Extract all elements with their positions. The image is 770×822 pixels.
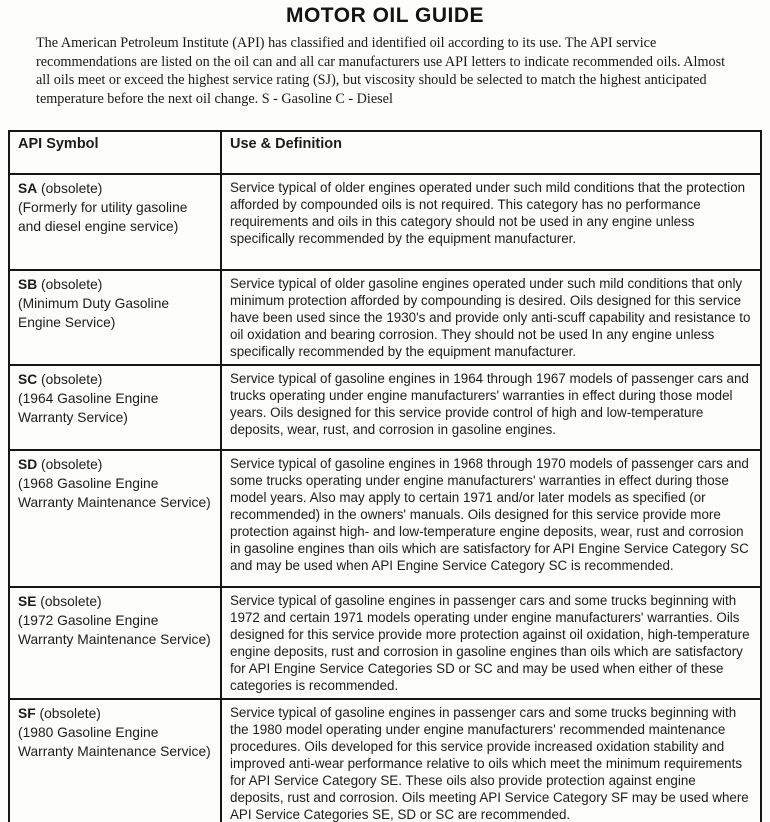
api-symbol-cell — [9, 365, 221, 450]
symbol-line — [18, 179, 213, 198]
symbol-code: SA — [18, 181, 38, 196]
intro-paragraph: The American Petroleum Institute (API) has classified and identified oil according to its use. The API service recommendations are listed on the oil can and all car manufacturers use API letters to indicate recommended oils. Almost all oils meet or exceed the highest service rating (SJ), but viscosity should be selected to match the highest anticipated temperature before the next oil change. S - Gasoline C - Diesel — [36, 35, 726, 107]
column-header-api-symbol: API Symbol — [9, 131, 221, 174]
table-row-sd — [9, 450, 761, 587]
table-row-se — [9, 587, 761, 699]
symbol-status: (obsolete) — [41, 372, 103, 387]
column-header-use-definition: Use & Definition — [221, 131, 761, 174]
api-symbol-cell — [9, 699, 221, 822]
symbol-description: (1964 Gasoline Engine Warranty Service) — [18, 391, 159, 425]
definition-cell: Service typical of gasoline engines in 1964 through 1967 models of passenger cars and trucks operating under engine manufacturers' warranties in effect during those model years. Oils designed for this service provide control of high and low-temperature deposits, wear, rust, and corrosion in gasoline engines. — [221, 365, 761, 450]
symbol-code: SF — [18, 706, 36, 721]
symbol-line — [18, 455, 213, 474]
symbol-description: (1980 Gasoline Engine Warranty Maintenance Service) — [18, 725, 211, 759]
definition-cell: Service typical of older gasoline engines operated under such mild conditions that only minimum protection afforded by compounding is desired. Oils designed for this service have been used since the 1930's and provide only anti-scuff capability and resistance to oil oxidation and bearing corrosion. They should not be used In any engine unless specifically recommended by the equipment manufacturer. — [221, 270, 761, 365]
symbol-code: SC — [18, 372, 38, 387]
api-symbol-cell — [9, 270, 221, 365]
symbol-description: (1972 Gasoline Engine Warranty Maintenance Service) — [18, 613, 211, 647]
api-service-table — [8, 130, 762, 822]
definition-cell: Service typical of gasoline engines in 1968 through 1970 models of passenger cars and some trucks operating under engine manufacturers' warranties in effect during those model years. Also may apply to certain 1971 and/or later models as specified (or recommended) in the owners' manuals. Oils designed for this service provide more protection against high- and low-temperature engine deposits, wear, rust and corrosion in gasoline engines than oils which are satisfactory for API Engine Service Category SC and may be used when API Engine Service Category SC is recommended. — [221, 450, 761, 587]
api-symbol-cell — [9, 587, 221, 699]
symbol-description: (Formerly for utility gasoline and diesel engine service) — [18, 200, 188, 234]
symbol-line — [18, 704, 213, 723]
definition-cell: Service typical of gasoline engines in passenger cars and some trucks beginning with 1972 and certain 1971 models operating under engine manufacturers' warranties. Oils designed for this service provide more protection against oil oxidation, high-temperature engine deposits, rust and corrosion in gasoline engines than oils which are satisfactory for API Engine Service Categories SD or SC and may be used when either of these categories is recommended. — [221, 587, 761, 699]
symbol-status: (obsolete) — [41, 181, 103, 196]
api-symbol-cell — [9, 450, 221, 587]
table-row-sf — [9, 699, 761, 822]
symbol-status: (obsolete) — [41, 457, 103, 472]
symbol-description: (1968 Gasoline Engine Warranty Maintenance Service) — [18, 476, 211, 510]
table-row-sb — [9, 270, 761, 365]
definition-cell: Service typical of older engines operated under such mild conditions that the protection afforded by compounded oils is not required. This category has no performance requirements and oils in this category should not be used in any engine unless specifically recommended by the equipment manufacturer. — [221, 174, 761, 270]
table-row-sa — [9, 174, 761, 270]
symbol-line — [18, 275, 213, 294]
symbol-line — [18, 370, 213, 389]
symbol-status: (obsolete) — [40, 594, 102, 609]
api-symbol-cell — [9, 174, 221, 270]
table-header-row — [9, 131, 761, 174]
symbol-description: (Minimum Duty Gasoline Engine Service) — [18, 296, 170, 330]
table-row-sc — [9, 365, 761, 450]
symbol-status: (obsolete) — [41, 277, 103, 292]
page-title: MOTOR OIL GUIDE — [285, 4, 485, 27]
symbol-code: SD — [18, 457, 38, 472]
symbol-line — [18, 592, 213, 611]
definition-cell: Service typical of gasoline engines in passenger cars and some trucks beginning with the 1980 model operating under engine manufacturers' recommended maintenance procedures. Oils developed for this service provide increased oxidation stability and improved anti-wear performance relative to oils which meet the minimum requirements for API Service Category SE. These oils also provide protection against engine deposits, rust and corrosion. Oils meeting API Service Category SF may be used where API Service Categories SE, SD or SC are recommended. — [221, 699, 761, 822]
symbol-code: SE — [18, 594, 37, 609]
symbol-status: (obsolete) — [39, 706, 101, 721]
symbol-code: SB — [18, 277, 38, 292]
